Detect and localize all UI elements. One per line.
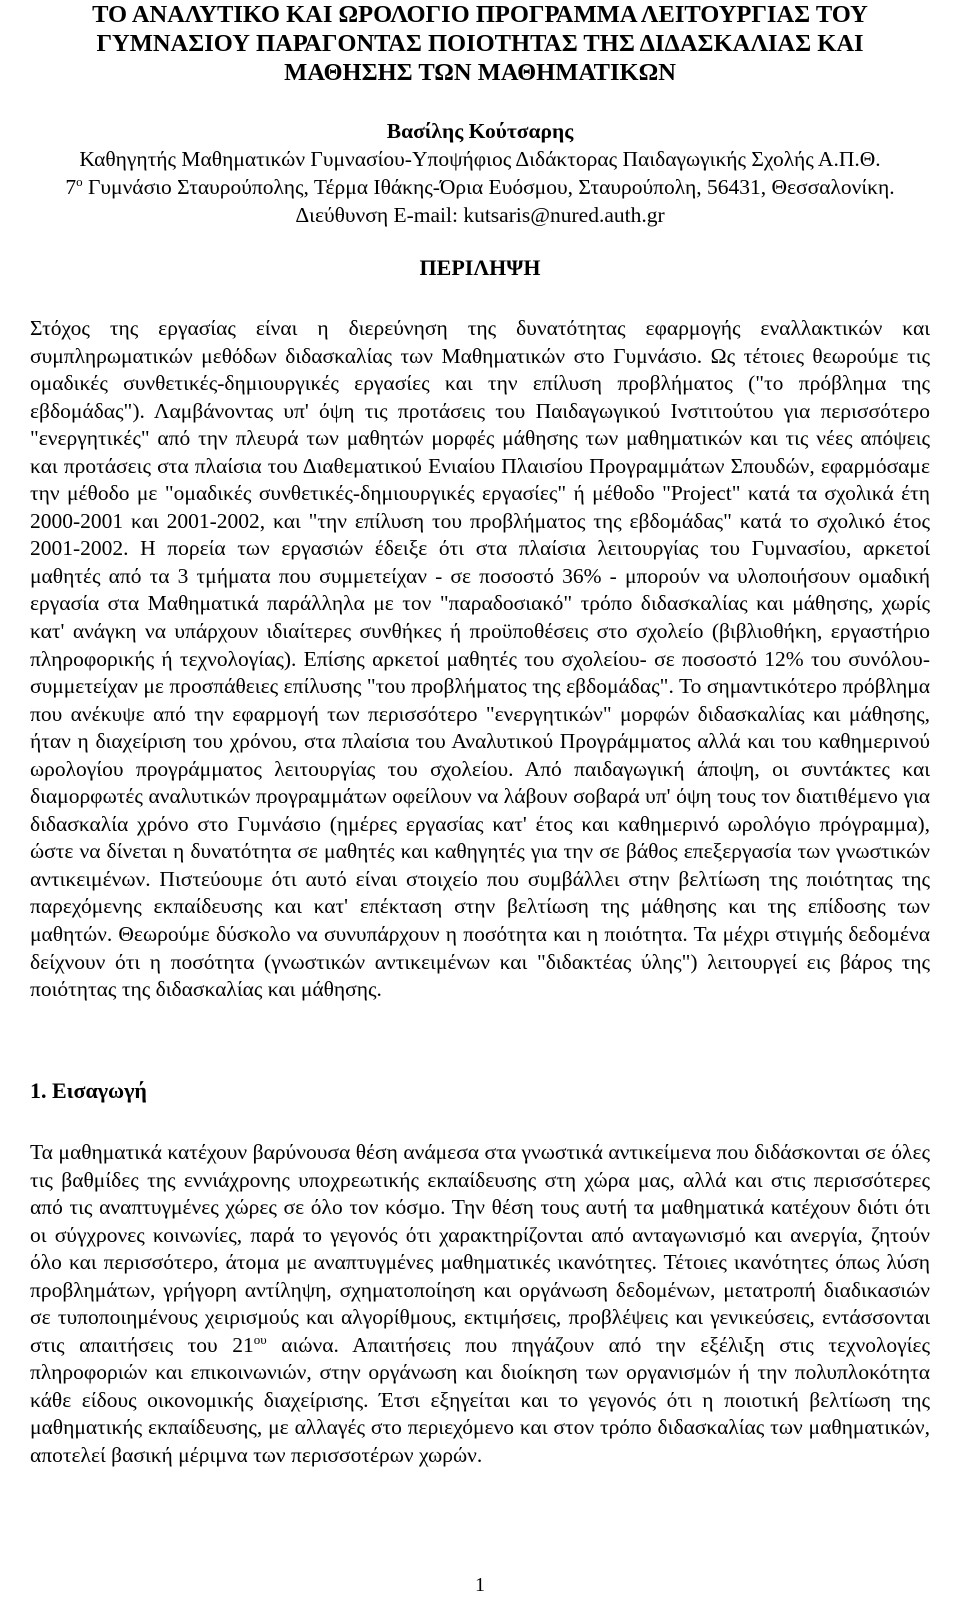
section-heading-introduction: 1. Εισαγωγή: [30, 1078, 147, 1103]
author-school: [20, 173, 940, 201]
abstract-paragraph: Στόχος της εργασίας είναι η διερεύνηση της δυνατότητας εφαρμογής εναλλακτικών και συμπληρωματικών μεθόδων διδασκαλίας των Μαθηματικών στο Γυμνάσιο. Ως τέτοιες θεωρούμε τις ομαδικές συνθετικές-δημιουργικές εργασίες και την επίλυση προβλήματος ("το πρόβλημα της εβδομάδας"). Λαμβάνοντας υπ' όψη τις προτάσεις του Παιδαγωγικού Ινστιτούτου για περισσότερο "ενεργητικές" από την πλευρά των μαθητών μορφές μάθησης των μαθηματικών και τις νέες απόψεις και προτάσεις στα πλαίσια του Διαθεματικού Ενιαίου Πλαισίου Προγραμμάτων Σπουδών, εφαρμόσαμε την μέθοδο με "ομαδικές συνθετικές-δημιουργικές εργασίες" ή μέθοδο "Project" κατά τα σχολικά έτη 2000-2001 και 2001-2002, και "την επίλυση του προβλήματος της εβδομάδας" κατά το σχολικό έτος 2001-2002. Η πορεία των εργασιών έδειξε ότι στα πλαίσια λειτουργίας του Γυμνασίου, αρκετοί μαθητές από τα 3 τμήματα που συμμετείχαν - σε ποσοστό 36% - μπορούν να υλοποιήσουν ομαδική εργασία στα Μαθηματικά παράλληλα με τον "παραδοσιακό" τρόπο διδασκαλίας και μάθησης, χωρίς κατ' ανάγκη να υπάρχουν ιδιαίτερες συνθήκες ή προϋποθέσεις στο σχολείο (βιβλιοθήκη, εργαστήριο πληροφορικής ή τεχνολογίας). Επίσης αρκετοί μαθητές του σχολείου- σε ποσοστό 12% του συνόλου- συμμετείχαν με προσπάθειες επίλυσης "του προβλήματος της εβδομάδας". Το σημαντικότερο πρόβλημα που ανέκυψε από την εφαρμογή των περισσότερο "ενεργητικών" μορφών διδασκαλίας και μάθησης, ήταν η διαχείριση του χρόνου, στα πλαίσια του Αναλυτικού Προγράμματος αλλά και του καθημερινού ωρολογίου προγράμματος λειτουργίας του σχολείου. Από παιδαγωγική άποψη, οι συντάκτες και διαμορφωτές αναλυτικών προγραμμάτων οφείλουν να λάβουν σοβαρά υπ' όψη τους τον διατιθέμενο για διδασκαλία χρόνο στο Γυμνάσιο (ημέρες εργασίας κατ' έτος και καθημερινό ωρολόγιο πρόγραμμα), ώστε να δίνεται η δυνατότητα σε μαθητές και καθηγητές για την σε βάθος επεξεργασία των γνωστικών αντικειμένων. Πιστεύουμε ότι αυτό είναι στοιχείο που συμβάλλει στην βελτίωση της ποιότητας της παρεχόμενης εκπαίδευσης και κατ' επέκταση στην βελτίωση της μάθησης και της επίδοσης των μαθητών. Θεωρούμε δύσκολο να συνυπάρχουν η ποσότητα και η ποιότητα. Τα μέχρι στιγμής δεδομένα δείχνουν ότι η ποσότητα (γνωστικών αντικειμένων και "διδακτέας ύλης") λειτουργεί εις βάρος της ποιότητας της διδασκαλίας και μάθησης.: [30, 316, 930, 1002]
introduction-paragraph: [30, 1139, 930, 1470]
intro-text-before: Τα μαθηματικά κατέχουν βαρύνουσα θέση ανάμεσα στα γνωστικά αντικείμενα που διδάσκονται σε όλες τις βαθμίδες της εννιάχρονης υποχρεωτικής εκπαίδευσης στη χώρα μας, αλλά και στις περισσότερες από τις αναπτυγμένες χώρες σε όλο τον κόσμο. Την θέση τους αυτή τα μαθηματικά κατέχουν διότι ότι οι σύγχρονες κοινωνίες, παρά το γεγονός ότι χαρακτηρίζονται από ανταγωνισμό και ανεργία, ζητούν όλο και περισσότερο, άτομα με αναπτυγμένες μαθηματικές ικανότητες. Τέτοιες ικανότητες όπως λύση προβλημάτων, γρήγορη αντίληψη, σχηματοποίηση και οργάνωση δεδομένων, μετατροπή διαδικασιών σε τυποποιημένους χειρισμούς και αλγορίθμους, εκτιμήσεις, προβλέψεις και γενικεύσεις, εντάσσονται στις απαιτήσεις του 21: [30, 1140, 930, 1357]
author-email: Διεύθυνση E-mail: kutsaris@nured.auth.gr: [295, 203, 665, 227]
author-affiliation: Καθηγητής Μαθηματικών Γυμνασίου-Υποψήφιος Διδάκτορας Παιδαγωγικής Σχολής Α.Π.Θ.: [79, 147, 881, 171]
abstract-heading: ΠΕΡΙΛΗΨΗ: [419, 255, 541, 280]
page-number: 1: [475, 1574, 485, 1596]
school-number: 7: [65, 175, 77, 199]
intro-superscript: ου: [253, 1331, 267, 1347]
author-name: Βασίλης Κούτσαρης: [386, 119, 574, 143]
paper-title: ΤΟ ΑΝΑΛΥΤΙΚΟ ΚΑΙ ΩΡΟΛΟΓΙΟ ΠΡΟΓΡΑΜΜΑ ΛΕΙΤΟΥΡΓΙΑΣ ΤΟΥ ΓΥΜΝΑΣΙΟΥ ΠΑΡΑΓΟΝΤΑΣ ΠΟΙΟΤΗΤΑΣ ΤΗΣ ΔΙΔΑΣΚΑΛΙΑΣ ΚΑΙ ΜΑΘΗΣΗΣ ΤΩΝ ΜΑΘΗΜΑΤΙΚΩΝ: [92, 1, 868, 86]
school-superscript: ο: [76, 174, 83, 189]
intro-text-after: αιώνα. Απαιτήσεις που πηγάζουν από την εξέλιξη στις τεχνολογίες πληροφοριών και επικοινωνιών, στην οργάνωση και διοίκηση των οργανισμών ή την πολυπλοκότητα κάθε είδους οικονομικής διαχείρισης. Έτσι εξηγείται και το γεγονός ότι η ποιοτική βελτίωση της μαθηματικής εκπαίδευσης, με αλλαγές στο περιεχόμενο και στον τρόπο διδασκαλίας των μαθηματικών, αποτελεί βασική μέριμνα των περισσοτέρων χωρών.: [30, 1332, 930, 1468]
school-text: Γυμνάσιο Σταυρούπολης, Τέρμα Ιθάκης-Όρια Ευόσμου, Σταυρούπολη, 56431, Θεσσαλονίκη.: [82, 175, 895, 199]
